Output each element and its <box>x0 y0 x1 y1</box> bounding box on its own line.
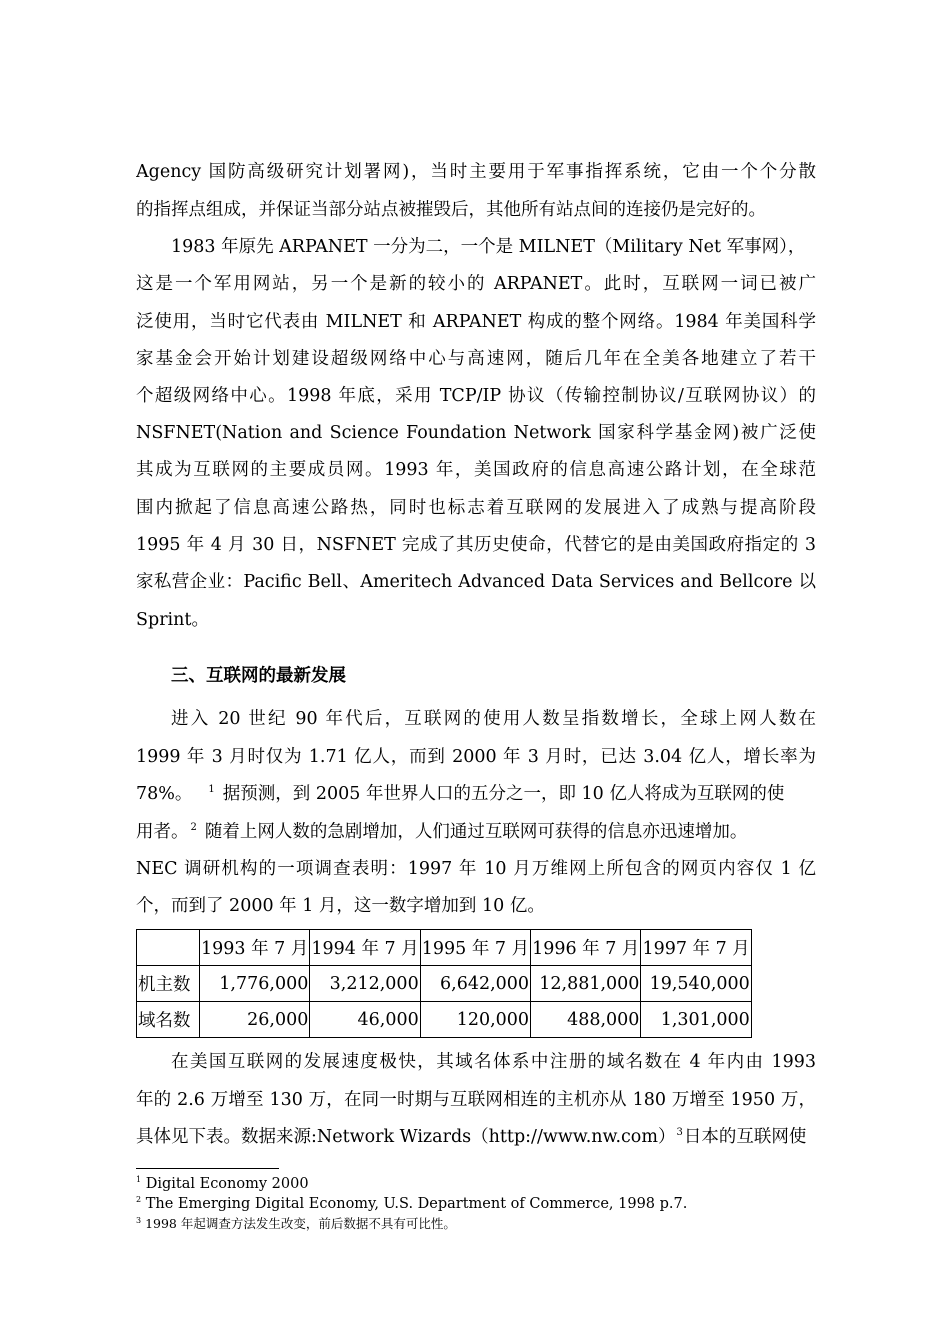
table-header-cell: 1994 年 7 月 <box>310 930 420 966</box>
paragraph-line: 1999 年 3 月时仅为 1.71 亿人，而到 2000 年 3 月时，已达 3.04 亿人，增长率为 <box>136 747 816 767</box>
table-cell: 1,776,000 <box>200 966 310 1002</box>
section-heading: 三、互联网的最新发展 <box>171 666 346 686</box>
data-table <box>136 929 752 1038</box>
footnote-mark: 1 <box>136 1175 142 1185</box>
text-fragment: 日本的互联网使 <box>683 1127 807 1147</box>
text-fragment: 78%。 <box>136 784 193 804</box>
paragraph-line: 1983 年原先 ARPANET 一分为二，一个是 MILNET（Military Net 军事网）， <box>171 237 806 257</box>
paragraph-line: 围内掀起了信息高速公路热，同时也标志着互联网的发展进入了成熟与提高阶段 <box>136 498 816 518</box>
footnote <box>136 1214 456 1233</box>
table-cell: 6,642,000 <box>420 966 530 1002</box>
table-row-label: 机主数 <box>137 966 200 1002</box>
footnote-ref[interactable]: 2 <box>190 822 197 834</box>
table-row <box>137 966 752 1002</box>
footnote-text: 1998 年起调查方法发生改变，前后数据不具有可比性。 <box>145 1216 456 1231</box>
paragraph-line <box>136 820 816 844</box>
paragraph-line: 年的 2.6 万增至 130 万，在同一时期与互联网相连的主机亦从 180 万增至 1950 万， <box>136 1090 816 1110</box>
paragraph-line <box>136 1125 816 1149</box>
paragraph-line: Sprint。 <box>136 610 209 630</box>
footnote-text: The Emerging Digital Economy, U.S. Department of Commerce, 1998 p.7. <box>145 1196 688 1212</box>
table-cell: 120,000 <box>420 1002 530 1038</box>
paragraph-line: 泛使用，当时它代表由 MILNET 和 ARPANET 构成的整个网络。1984 年美国科学 <box>136 312 816 332</box>
table-cell: 1,301,000 <box>641 1002 751 1038</box>
table-header-cell: 1995 年 7 月 <box>420 930 530 966</box>
paragraph-line: NSFNET(Nation and Science Foundation Network 国家科学基金网)被广泛使 <box>136 423 816 443</box>
paragraph-line: 1995 年 4 月 30 日，NSFNET 完成了其历史使命，代替它的是由美国政府指定的 3 <box>136 535 816 555</box>
table-cell: 488,000 <box>531 1002 641 1038</box>
footnote-ref[interactable]: 1 <box>208 784 215 796</box>
paragraph-line: 家基金会开始计划建设超级网络中心与高速网，随后几年在全美各地建立了若干 <box>136 349 816 369</box>
table-cell: 3,212,000 <box>310 966 420 1002</box>
table-corner-cell <box>137 930 200 966</box>
text-fragment: 随着上网人数的急剧增加，人们通过互联网可获得的信息亦迅速增加。 <box>204 822 748 842</box>
table-row-label: 域名数 <box>137 1002 200 1038</box>
paragraph-line <box>136 782 816 806</box>
paragraph-line: 其成为互联网的主要成员网。1993 年，美国政府的信息高速公路计划，在全球范 <box>136 460 816 480</box>
paragraph-line: 的指挥点组成，并保证当部分站点被摧毁后，其他所有站点间的连接仍是完好的。 <box>136 200 766 220</box>
table-header-cell: 1997 年 7 月 <box>641 930 751 966</box>
text-fragment: 具体见下表。数据来源:Network Wizards（http://www.nw.com） <box>136 1127 676 1147</box>
paragraph-line: Agency 国防高级研究计划署网)，当时主要用于军事指挥系统，它由一个个分散 <box>136 162 816 182</box>
table-header-row <box>137 930 752 966</box>
footnote-mark: 3 <box>136 1215 142 1225</box>
text-fragment: 据预测，到 2005 年世界人口的五分之一，即 10 亿人将成为互联网的使 <box>222 784 785 804</box>
paragraph-line: 这是一个军用网站，另一个是新的较小的 ARPANET。此时，互联网一词已被广 <box>136 274 816 294</box>
footnote <box>136 1175 309 1194</box>
paragraph-line: 进入 20 世纪 90 年代后，互联网的使用人数呈指数增长，全球上网人数在 <box>171 709 816 729</box>
paragraph-line: 在美国互联网的发展速度极快，其域名体系中注册的域名数在 4 年内由 1993 <box>171 1052 816 1072</box>
table-cell: 26,000 <box>200 1002 310 1038</box>
paragraph-line: 个，而到了 2000 年 1 月，这一数字增加到 10 亿。 <box>136 896 545 916</box>
table-cell: 46,000 <box>310 1002 420 1038</box>
footnote-separator <box>136 1168 279 1169</box>
footnote-ref[interactable]: 3 <box>676 1127 683 1139</box>
paragraph-line: 个超级网络中心。1998 年底，采用 TCP/IP 协议（传输控制协议/互联网协议）的 <box>136 386 816 406</box>
paragraph-line: 家私营企业：Pacific Bell、Ameritech Advanced Data Services and Bellcore 以 <box>136 572 816 592</box>
footnote <box>136 1195 687 1214</box>
text-fragment: 用者。 <box>136 822 189 842</box>
table-cell: 12,881,000 <box>531 966 641 1002</box>
footnote-text: Digital Economy 2000 <box>145 1176 309 1192</box>
table-header-cell: 1993 年 7 月 <box>200 930 310 966</box>
table-row <box>137 1002 752 1038</box>
table-header-cell: 1996 年 7 月 <box>531 930 641 966</box>
paragraph-line: NEC 调研机构的一项调查表明：1997 年 10 月万维网上所包含的网页内容仅 1 亿 <box>136 859 816 879</box>
footnote-mark: 2 <box>136 1195 142 1205</box>
table-cell: 19,540,000 <box>641 966 751 1002</box>
